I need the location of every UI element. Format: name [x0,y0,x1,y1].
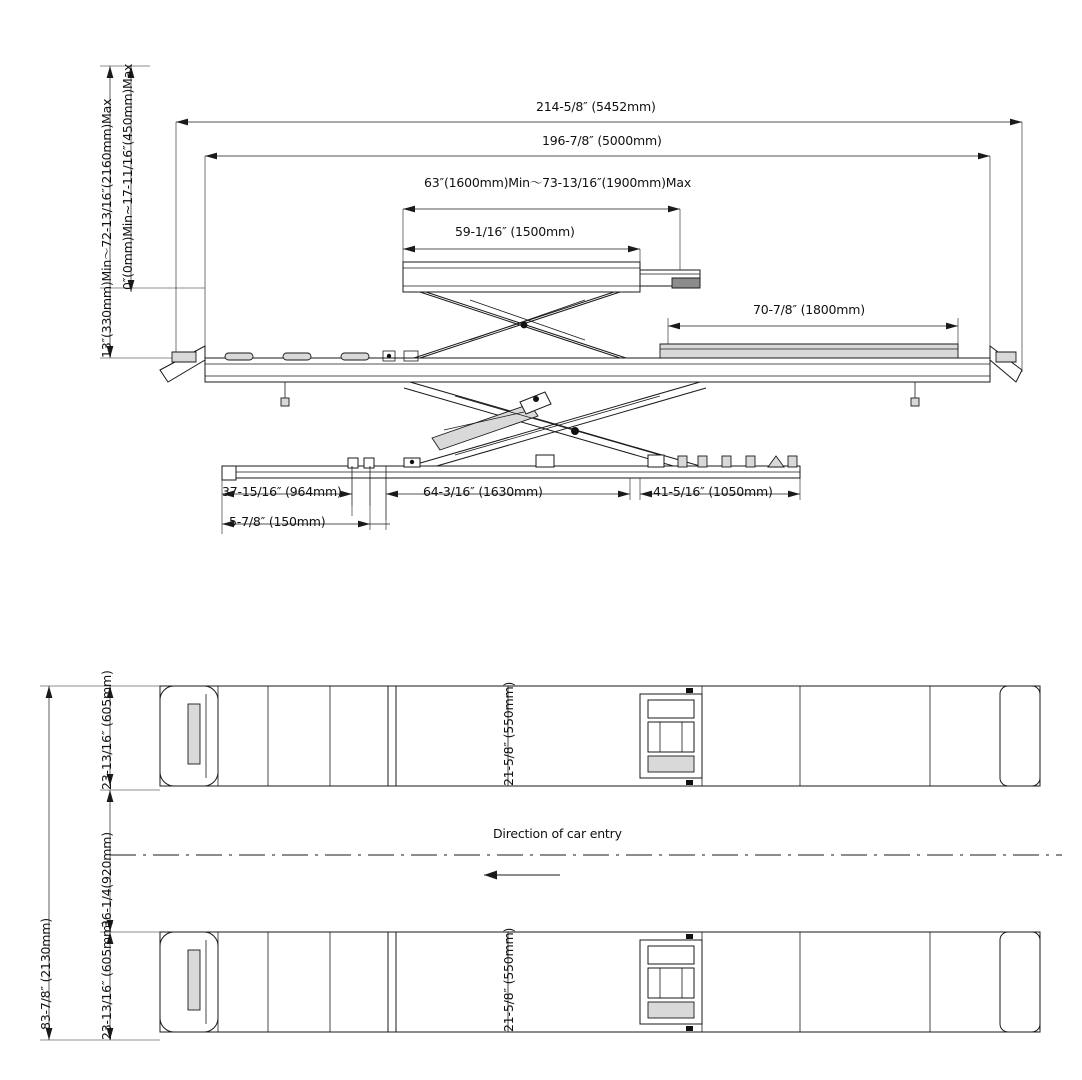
main-runway-frame [160,344,1022,406]
dim-overall-length [176,119,1022,376]
dim-text-foot-offset: 5-7/8″ (150mm) [229,514,326,529]
upper-scissor-mechanism [414,292,626,358]
dim-text-platform-width-upper: 21-5/8″ (550mm) [501,681,516,786]
dim-text-ramp-offset: 37-15/16″ (964mm) [222,484,342,499]
dim-text-platform-length: 196-7/8″ (5000mm) [542,133,662,148]
dim-text-base-length: 64-3/16″ (1630mm) [423,484,543,499]
dim-text-height-range: 13″(330mm)Min～72-13/16″(2160mm)Max [99,98,114,358]
car-entry-label: Direction of car entry [493,826,622,841]
dim-text-overall-length: 214-5/8″ (5452mm) [536,99,656,114]
dim-text-runway-width-lower: 23-13/16″ (605mm) [99,920,114,1040]
dim-text-carriage-length: 59-1/16″ (1500mm) [455,224,575,239]
dim-text-lift-range: 63″(1600mm)Min～73-13/16″(1900mm)Max [424,175,692,190]
dim-text-inner-gap: 36-1/4(920mm) [99,832,114,928]
dim-text-overall-width: 83-7/8″ (2130mm) [38,918,53,1030]
dim-text-rear-span: 70-7/8″ (1800mm) [753,302,865,317]
top-plan-view [40,686,1062,1040]
runway-upper [160,686,1040,786]
dim-text-platform-width-lower: 21-5/8″ (550mm) [501,927,516,1032]
runway-lower [160,932,1040,1032]
dim-text-min-height: 0″(0mm)Min~17-11/16″(450mm)Max [120,63,135,290]
dim-text-runway-width-upper: 23-13/16″ (605mm) [99,670,114,790]
dim-text-cylinder-span: 41-5/16″ (1050mm) [653,484,773,499]
car-entry-centerline [110,855,1062,880]
raised-platform [403,262,700,292]
